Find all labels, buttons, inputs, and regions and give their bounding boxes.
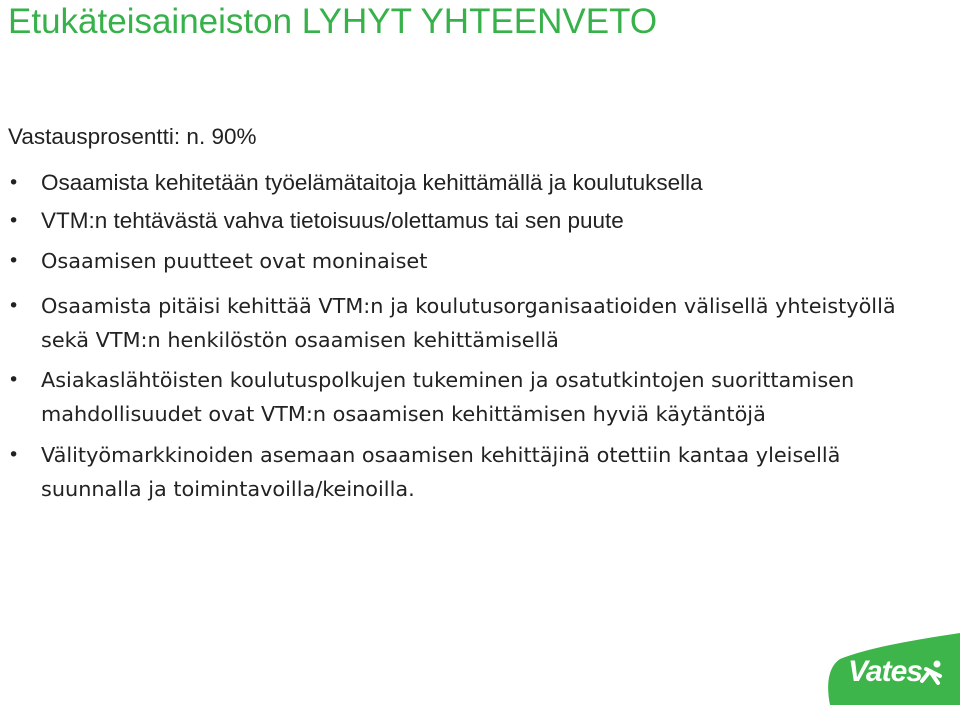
bullet-marker: • bbox=[8, 444, 20, 466]
bullet-marker: • bbox=[8, 210, 20, 232]
bullet-list bbox=[8, 166, 938, 506]
bullet-item bbox=[8, 204, 938, 238]
running-figure-icon bbox=[918, 659, 944, 685]
bullet-text: Osaamista pitäisi kehittää VTM:n ja koulutusorganisaatioiden välisellä yhteistyöllä sekä VTM:n henkilöstön osaamisen kehittämisellä bbox=[41, 294, 896, 352]
bullet-item bbox=[8, 438, 938, 506]
bullet-text: Osaamisen puutteet ovat moninaiset bbox=[41, 249, 428, 273]
response-rate-text: Vastausprosentti: n. 90% bbox=[8, 124, 257, 149]
bullet-marker: • bbox=[8, 369, 20, 391]
bullet-item bbox=[8, 289, 938, 357]
vates-logo: Vates bbox=[848, 655, 922, 688]
bullet-item bbox=[8, 166, 938, 200]
slide-title: Etukäteisaineiston LYHYT YHTEENVETO bbox=[8, 2, 658, 41]
bullet-item bbox=[8, 244, 938, 278]
bullet-item bbox=[8, 363, 938, 431]
bullet-marker: • bbox=[8, 172, 20, 194]
bullet-text: Osaamista kehitetään työelämätaitoja kehittämällä ja koulutuksella bbox=[41, 170, 703, 195]
bullet-marker: • bbox=[8, 295, 20, 317]
bullet-text: Välityömarkkinoiden asemaan osaamisen kehittäjinä otettiin kantaa yleisellä suunnalla ja toimintavoilla/keinoilla. bbox=[41, 443, 841, 501]
bullet-text: VTM:n tehtävästä vahva tietoisuus/olettamus tai sen puute bbox=[41, 208, 624, 233]
bullet-marker: • bbox=[8, 250, 20, 272]
bullet-text: Asiakaslähtöisten koulutuspolkujen tukeminen ja osatutkintojen suorittamisen mahdollisuudet ovat VTM:n osaamisen kehittämisen hyviä käytäntöjä bbox=[41, 368, 855, 426]
